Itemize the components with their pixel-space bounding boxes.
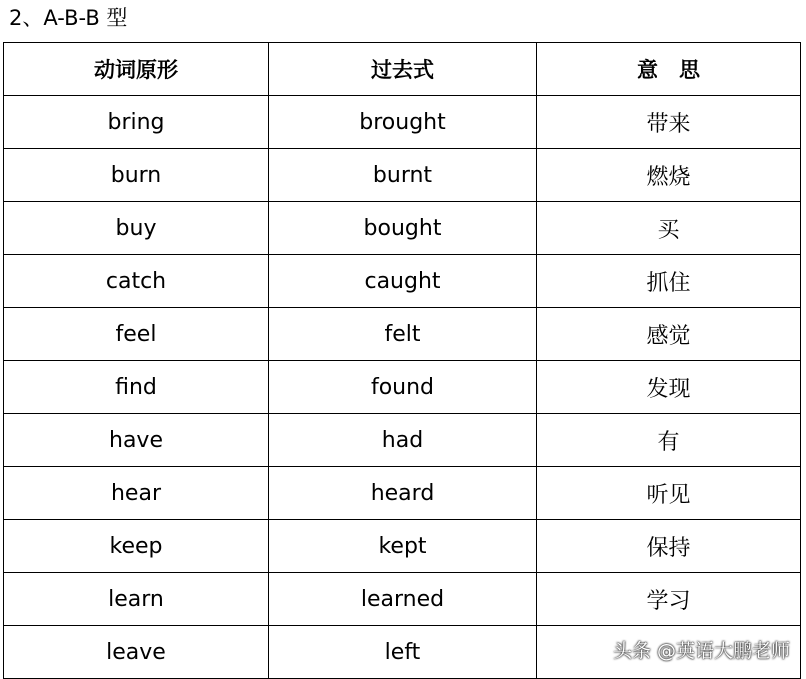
past-tense-cell: heard (269, 467, 537, 520)
past-tense-cell: kept (269, 520, 537, 573)
table-row (4, 573, 801, 626)
table-row (4, 149, 801, 202)
column-header-past-tense: 过去式 (269, 43, 537, 96)
base-form-cell: catch (4, 255, 269, 308)
past-tense-cell: had (269, 414, 537, 467)
meaning-cell: 听见 (537, 467, 801, 520)
past-tense-cell: left (269, 626, 537, 679)
meaning-cell: 有 (537, 414, 801, 467)
base-form-cell: feel (4, 308, 269, 361)
past-tense-cell: caught (269, 255, 537, 308)
table-row (4, 520, 801, 573)
column-header-meaning: 意 思 (537, 43, 801, 96)
meaning-cell: 感觉 (537, 308, 801, 361)
table-header-row (4, 43, 801, 96)
table-row (4, 202, 801, 255)
base-form-cell: hear (4, 467, 269, 520)
meaning-cell: 燃烧 (537, 149, 801, 202)
past-tense-cell: found (269, 361, 537, 414)
base-form-cell: burn (4, 149, 269, 202)
column-header-base-form: 动词原形 (4, 43, 269, 96)
table-row (4, 361, 801, 414)
table-row (4, 255, 801, 308)
base-form-cell: keep (4, 520, 269, 573)
past-tense-cell: burnt (269, 149, 537, 202)
meaning-cell: 发现 (537, 361, 801, 414)
past-tense-cell: brought (269, 96, 537, 149)
table-row (4, 467, 801, 520)
base-form-cell: have (4, 414, 269, 467)
base-form-cell: leave (4, 626, 269, 679)
past-tense-cell: learned (269, 573, 537, 626)
base-form-cell: learn (4, 573, 269, 626)
meaning-cell: 保持 (537, 520, 801, 573)
base-form-cell: buy (4, 202, 269, 255)
meaning-cell: 带来 (537, 96, 801, 149)
past-tense-cell: felt (269, 308, 537, 361)
verb-table (3, 42, 801, 679)
table-row (4, 96, 801, 149)
meaning-cell: 学习 (537, 573, 801, 626)
past-tense-cell: bought (269, 202, 537, 255)
meaning-cell: 买 (537, 202, 801, 255)
base-form-cell: bring (4, 96, 269, 149)
table-row (4, 308, 801, 361)
section-heading: 2、A-B-B 型 (9, 6, 128, 30)
source-watermark: 头条 @英语大鹏老师 (612, 640, 790, 662)
meaning-cell: 抓住 (537, 255, 801, 308)
table-row (4, 414, 801, 467)
base-form-cell: find (4, 361, 269, 414)
